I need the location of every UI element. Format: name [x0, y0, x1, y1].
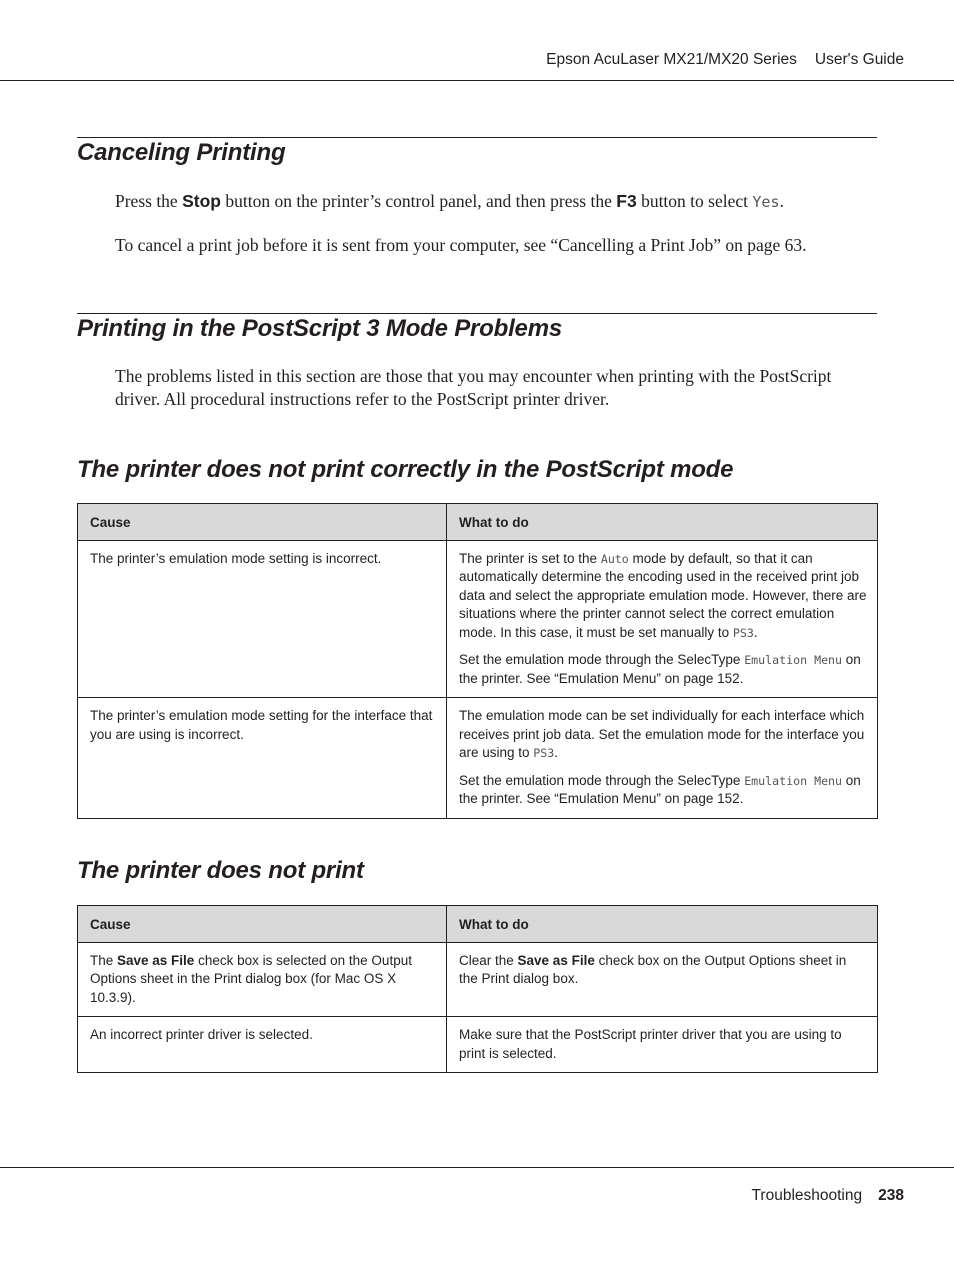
header-guide: User's Guide	[814, 51, 904, 68]
header-rule	[0, 80, 954, 81]
incorrect-table	[77, 503, 878, 819]
header-product: Epson AcuLaser MX21/MX20 Series	[546, 51, 797, 68]
footer-rule	[0, 1167, 954, 1168]
section-rule	[77, 313, 877, 314]
table-row	[78, 698, 878, 819]
notprint-table	[77, 905, 878, 1073]
save-as-file-label: Save as File	[517, 952, 595, 968]
canceling-paragraph-2: To cancel a print job before it is sent from your computer, see “Cancelling a Print Job” on page 63.	[115, 235, 807, 255]
todo-cell: Clear the Save as File check box on the Output Options sheet in the Print dialog box.	[447, 942, 878, 1017]
ps3-option: PS3	[732, 625, 754, 640]
canceling-paragraph-1: Press the Stop button on the printer’s control panel, and then press the F3 button to select Yes.	[115, 191, 784, 211]
column-header-cause: Cause	[78, 504, 447, 541]
todo-paragraph: Set the emulation mode through the SelecType Emulation Menu on the printer. See “Emulation Menu” on page 152.	[459, 772, 861, 806]
table-header-row	[78, 906, 878, 943]
table-row	[78, 1017, 878, 1073]
section-title-canceling: Canceling Printing	[77, 139, 286, 166]
todo-cell	[447, 698, 878, 819]
emulation-menu-option: Emulation Menu	[744, 653, 843, 667]
table-header-row	[78, 504, 878, 541]
subsection-title-notprint: The printer does not print	[77, 857, 364, 884]
todo-paragraph: The emulation mode can be set individually for each interface which receives print job data. Set the emulation mode for the interface you are using to PS3.	[459, 708, 865, 760]
cause-cell: The printer’s emulation mode setting is incorrect.	[78, 540, 447, 698]
f3-button-label: F3	[616, 191, 637, 211]
emulation-menu-option: Emulation Menu	[744, 773, 843, 788]
cause-cell: The printer’s emulation mode setting for the interface that you are using is incorrect.	[78, 698, 447, 819]
table-row	[78, 540, 878, 698]
running-header	[546, 51, 904, 69]
running-footer	[752, 1187, 904, 1205]
table-row	[78, 942, 878, 1017]
column-header-todo: What to do	[447, 906, 878, 943]
auto-option: Auto	[600, 551, 629, 566]
cause-cell: The Save as File check box is selected on the Output Options sheet in the Print dialog box (for Mac OS X 10.3.9).	[78, 942, 447, 1017]
footer-section: Troubleshooting	[751, 1187, 863, 1204]
subsection-title-incorrect: The printer does not print correctly in the PostScript mode	[77, 456, 734, 483]
todo-paragraph: Set the emulation mode through the SelecType Emulation Menu on the printer. See “Emulation Menu” on page 152.	[459, 652, 861, 686]
ps3-intro-paragraph: The problems listed in this section are those that you may encounter when printing with the PostScript driver. All procedural instructions refer to the PostScript printer driver.	[115, 366, 832, 409]
todo-cell: Make sure that the PostScript printer driver that you are using to print is selected.	[447, 1017, 878, 1073]
section-title-ps3: Printing in the PostScript 3 Mode Problems	[77, 315, 562, 342]
todo-paragraph: The printer is set to the Auto mode by default, so that it can automatically determine the encoding used in the received print job data and select the appropriate emulation mode. However, there are situations where the printer cannot select the correct emulation mode. In this case, it must be set manually to PS3.	[459, 550, 867, 640]
ps3-option: PS3	[533, 746, 555, 760]
todo-cell	[447, 540, 878, 698]
page-number: 238	[878, 1187, 904, 1204]
column-header-todo: What to do	[447, 504, 878, 541]
section-rule	[77, 137, 877, 138]
column-header-cause: Cause	[78, 906, 447, 943]
cause-cell: An incorrect printer driver is selected.	[78, 1017, 447, 1073]
yes-option: Yes	[752, 193, 780, 211]
stop-button-label: Stop	[182, 191, 221, 211]
save-as-file-label: Save as File	[117, 952, 195, 968]
